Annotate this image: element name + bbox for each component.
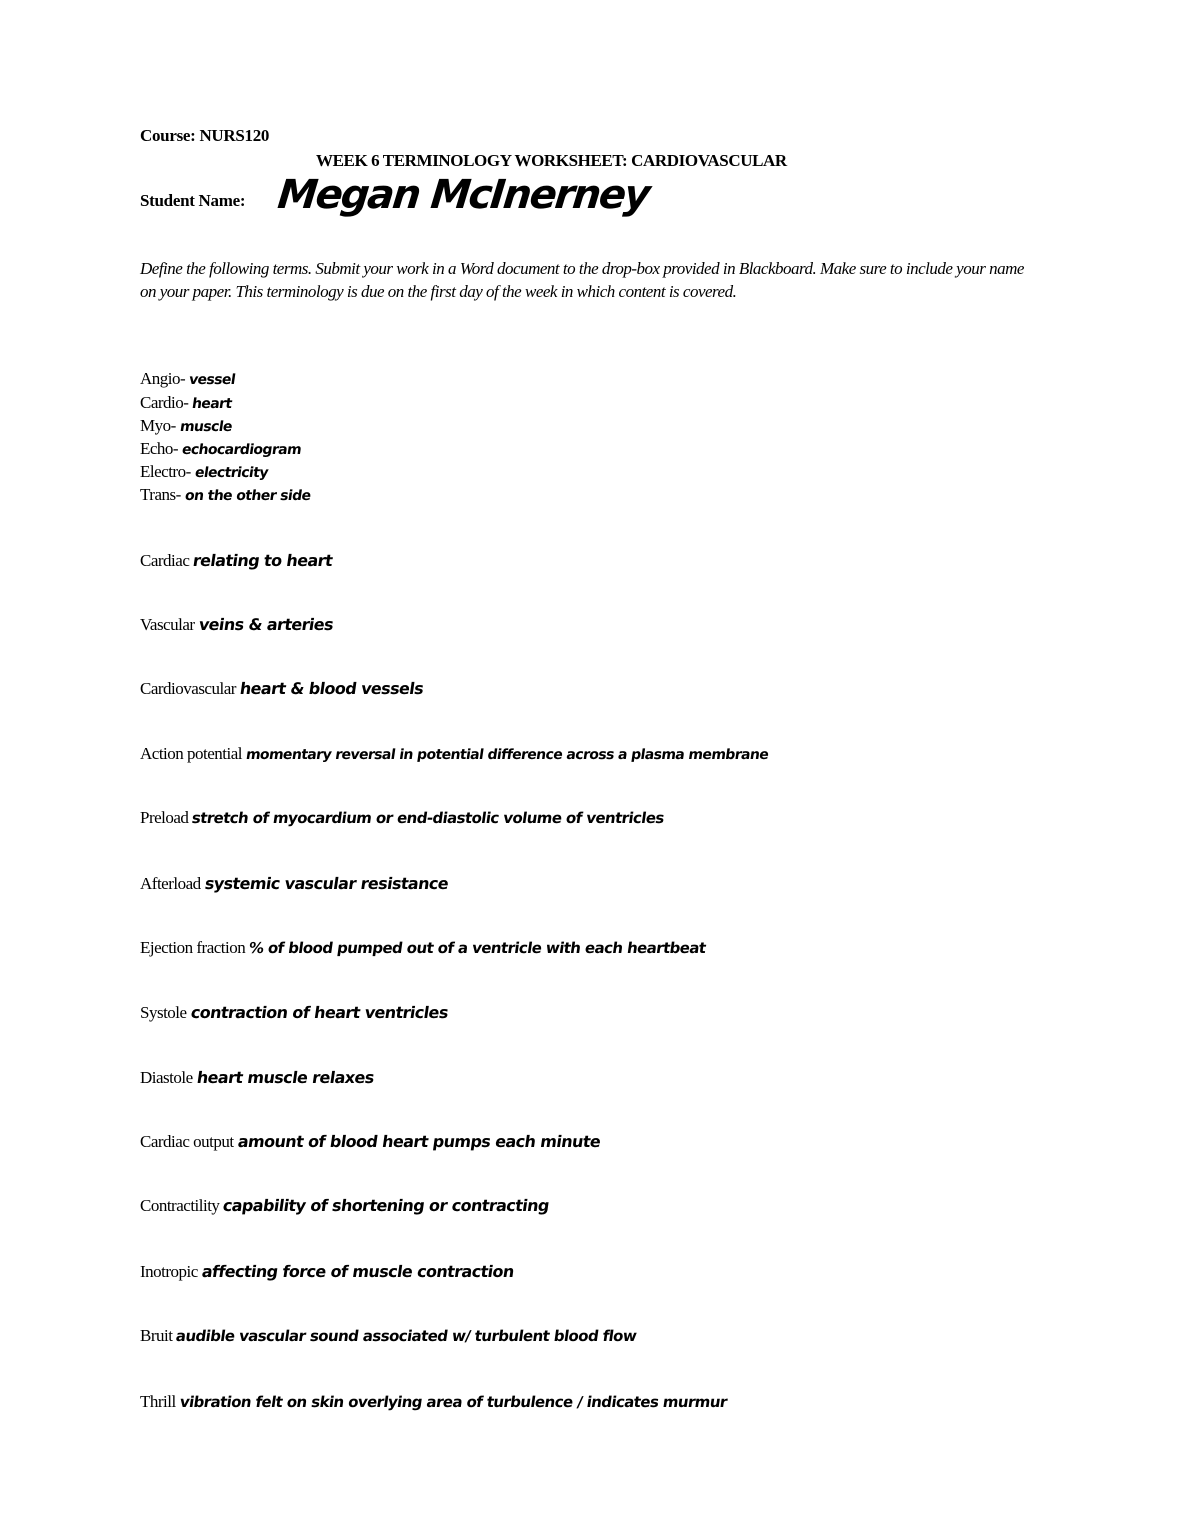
term-row-systole xyxy=(140,1003,447,1023)
term-answer: veins & arteries xyxy=(197,615,334,634)
term-answer: momentary reversal in potential difference across a plasma membrane xyxy=(244,747,770,763)
term-answer: % of blood pumped out of a ventricle with each heartbeat xyxy=(248,939,708,957)
prefix-row-trans xyxy=(140,485,310,505)
instructions: Define the following terms. Submit your work in a Word document to the drop-box provided in Blackboard. Make sure to include your name on your paper. This terminology is due on the first day of the week in which content is covered. xyxy=(140,259,1024,301)
term-answer: relating to heart xyxy=(192,551,334,570)
term-row-diastole xyxy=(140,1068,374,1088)
term-answer: contraction of heart ventricles xyxy=(189,1003,449,1022)
term-row-action-potential xyxy=(140,744,768,764)
course-code: Course: NURS120 xyxy=(140,126,270,145)
prefix-answer: vessel xyxy=(188,372,237,388)
prefix-term: Myo- xyxy=(140,416,176,435)
prefix-row-cardio xyxy=(140,393,232,413)
term-answer: heart & blood vessels xyxy=(238,679,425,698)
term-row-thrill xyxy=(140,1392,727,1412)
student-name-handwritten: Megan McInerney xyxy=(275,172,651,218)
prefix-term: Electro- xyxy=(140,462,191,481)
prefix-term: Echo- xyxy=(140,439,179,458)
prefix-row-electro xyxy=(140,462,268,482)
term-row-ejection-fraction xyxy=(140,938,706,958)
term-label: Preload xyxy=(140,808,189,827)
term-label: Inotropic xyxy=(140,1262,198,1281)
term-row-afterload xyxy=(140,874,448,894)
prefix-row-angio xyxy=(140,369,235,389)
term-answer: systemic vascular resistance xyxy=(203,874,450,893)
prefix-row-myo xyxy=(140,416,232,436)
term-label: Action potential xyxy=(140,744,243,763)
term-label: Systole xyxy=(140,1003,187,1022)
term-row-bruit xyxy=(140,1326,637,1346)
prefix-row-echo xyxy=(140,439,301,459)
term-label: Vascular xyxy=(140,615,195,634)
term-label: Thrill xyxy=(140,1392,176,1411)
term-label: Cardiovascular xyxy=(140,679,236,698)
term-answer: amount of blood heart pumps each minute xyxy=(236,1132,602,1151)
term-label: Bruit xyxy=(140,1326,173,1345)
term-row-contractility xyxy=(140,1196,549,1216)
term-row-vascular xyxy=(140,615,333,635)
term-label: Ejection fraction xyxy=(140,938,246,957)
student-name-label: Student Name: xyxy=(140,191,246,210)
prefix-answer: echocardiogram xyxy=(180,442,303,458)
term-label: Diastole xyxy=(140,1068,193,1087)
prefix-answer: heart xyxy=(191,396,234,412)
term-label: Cardiac output xyxy=(140,1132,234,1151)
term-answer: heart muscle relaxes xyxy=(195,1068,375,1087)
term-row-inotropic xyxy=(140,1262,514,1282)
term-answer: stretch of myocardium or end-diastolic volume of ventricles xyxy=(191,809,666,827)
term-answer: audible vascular sound associated w/ turbulent blood flow xyxy=(175,1327,638,1345)
prefix-term: Cardio- xyxy=(140,393,189,412)
prefix-answer: muscle xyxy=(178,419,233,435)
prefix-answer: on the other side xyxy=(183,488,312,504)
worksheet-title: WEEK 6 TERMINOLOGY WORKSHEET: CARDIOVASCULAR xyxy=(316,151,787,170)
prefix-answer: electricity xyxy=(193,465,269,481)
term-answer: vibration felt on skin overlying area of turbulence / indicates murmur xyxy=(178,1393,728,1411)
prefix-term: Angio- xyxy=(140,369,186,388)
term-row-preload xyxy=(140,808,664,828)
term-answer: capability of shortening or contracting xyxy=(222,1196,551,1215)
term-answer: affecting force of muscle contraction xyxy=(200,1262,516,1281)
prefix-term: Trans- xyxy=(140,485,181,504)
term-label: Contractility xyxy=(140,1196,220,1215)
term-row-cardiac-output xyxy=(140,1132,600,1152)
term-label: Afterload xyxy=(140,874,201,893)
term-row-cardiac xyxy=(140,551,333,571)
term-row-cardiovascular xyxy=(140,679,423,699)
term-label: Cardiac xyxy=(140,551,190,570)
